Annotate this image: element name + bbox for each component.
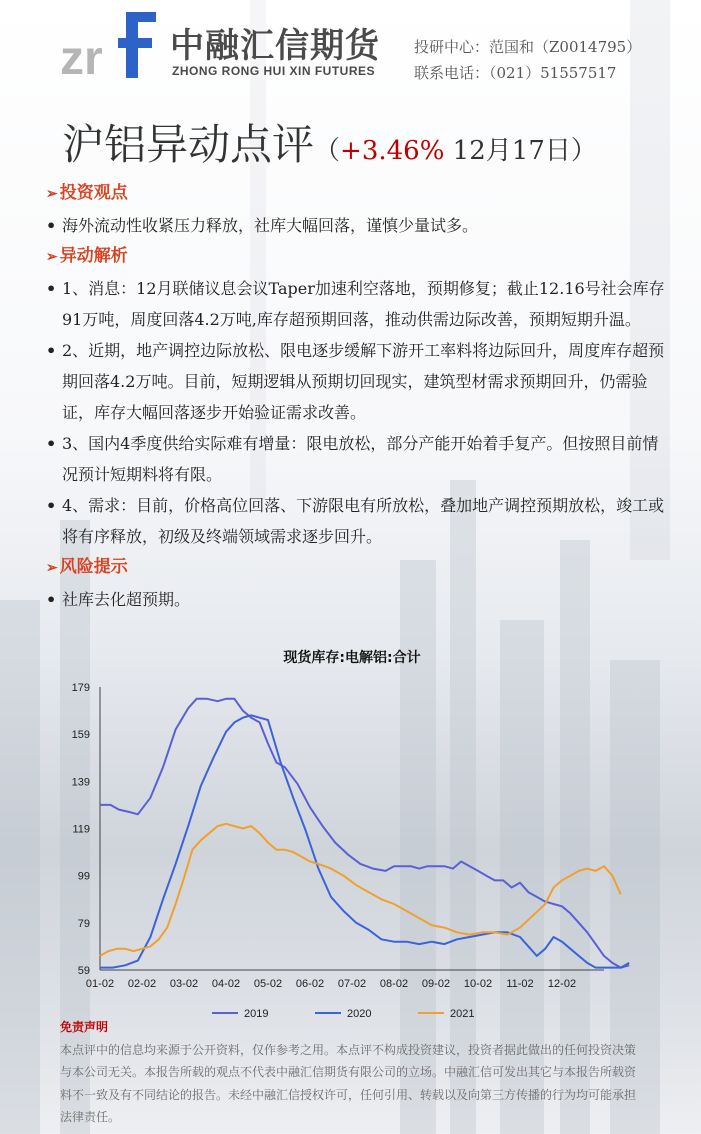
svg-text:zr: zr <box>60 32 103 82</box>
x-tick-label: 12-02 <box>547 978 577 990</box>
y-tick-label: 119 <box>72 823 90 836</box>
arrow-icon: ➢ <box>46 186 58 202</box>
report-title <box>62 112 597 172</box>
company-name-en: ZHONG RONG HUI XIN FUTURES <box>172 64 376 78</box>
list-item: • 2、近期，地产调控边际放松、限电逐步缓解下游开工率料将边际回升，周度库存超预期回落4.2万吨。目前，短期逻辑从预期切回现实，建筑型材需求预期回升，仍需验证，库存大幅回落逐步开始验证需求改善。 <box>46 341 665 422</box>
y-tick-label: 159 <box>71 729 90 742</box>
inventory-line-chart <box>52 640 652 1032</box>
report-header <box>0 0 701 95</box>
chart-title: 现货库存:电解铝:合计 <box>283 650 421 666</box>
legend-label-2020: 2020 <box>347 1008 372 1020</box>
x-tick-label: 06-02 <box>295 978 325 990</box>
disclaimer-title: 免责声明 <box>60 1020 109 1034</box>
phone-line: 联系电话：（021）51557517 <box>414 64 617 82</box>
y-tick-label: 179 <box>71 682 90 694</box>
list-item: • 社库去化超预期。 <box>46 590 191 609</box>
y-tick-label: 79 <box>77 917 90 930</box>
x-tick-label: 09-02 <box>421 978 451 990</box>
series-line-2020 <box>100 715 629 967</box>
y-tick-label: 139 <box>71 776 90 789</box>
list-item: • 4、需求：目前，价格高位回落、下游限电有所放松，叠加地产调控预期放松，竣工或将有序释放，初级及终端领域需求逐步回升。 <box>46 496 665 546</box>
x-tick-label: 05-02 <box>253 978 283 990</box>
y-tick-label: 99 <box>77 870 90 883</box>
legend-label-2021: 2021 <box>450 1008 475 1020</box>
section-heading-view: ➢ 投资观点 <box>46 183 128 203</box>
legend-label-2019: 2019 <box>244 1008 269 1020</box>
x-tick-label: 11-02 <box>506 978 534 990</box>
section-heading-risk: ➢ 风险提示 <box>46 557 128 577</box>
contact-info <box>414 34 641 86</box>
disclaimer-body: 本点评中的信息均来源于公开资料，仅作参考之用。本点评不构成投资建议，投资者据此做出的任何投资决策与本公司无关。本报告所载的观点不代表中融汇信期货有限公司的立场。中融汇信可发出其它与本报告所载资料不一致及有不同结论的报告。未经中融汇信授权许可，任何引用、转载以及向第三方传播的行为均可能承担法律责任。 <box>60 1042 637 1124</box>
arrow-icon: ➢ <box>46 560 58 576</box>
report-content <box>46 178 666 615</box>
company-logo-icon <box>60 12 160 82</box>
analyst-line: 投研中心：范国和（Z0014795） <box>414 38 642 56</box>
company-name-cn: 中融汇信期货 <box>170 26 380 66</box>
y-tick-label: 59 <box>77 965 90 977</box>
x-tick-label: 10-02 <box>463 978 493 990</box>
disclaimer <box>60 1016 640 1129</box>
section-heading-analysis: ➢ 异动解析 <box>46 246 128 266</box>
list-item: • 海外流动性收紧压力释放，社库大幅回落，谨慎少量试多。 <box>46 216 479 235</box>
arrow-icon: ➢ <box>46 249 58 265</box>
list-item: • 1、消息：12月联储议息会议Taper加速利空落地，预期修复；截止12.16号社会库存91万吨，周度回落4.2万吨,库存超预期回落，推动供需边际改善，预期短期升温。 <box>46 279 665 329</box>
title-main: 沪铝异动点评 <box>62 120 315 169</box>
x-tick-label: 02-02 <box>127 978 157 990</box>
x-tick-label: 03-02 <box>169 978 199 990</box>
x-tick-label: 04-02 <box>211 978 241 990</box>
title-open: （ <box>314 136 341 166</box>
x-tick-label: 07-02 <box>337 978 367 990</box>
title-change-pct: +3.46% <box>340 136 445 166</box>
series-line-2021 <box>100 824 621 956</box>
x-tick-label: 08-02 <box>379 978 409 990</box>
x-tick-label: 01-02 <box>85 978 115 990</box>
title-date: 12月17日） <box>444 136 597 166</box>
list-item: • 3、国内4季度供给实际难有增量：限电放松，部分产能开始着手复产。但按照目前情况预计短期料将有限。 <box>46 434 659 484</box>
